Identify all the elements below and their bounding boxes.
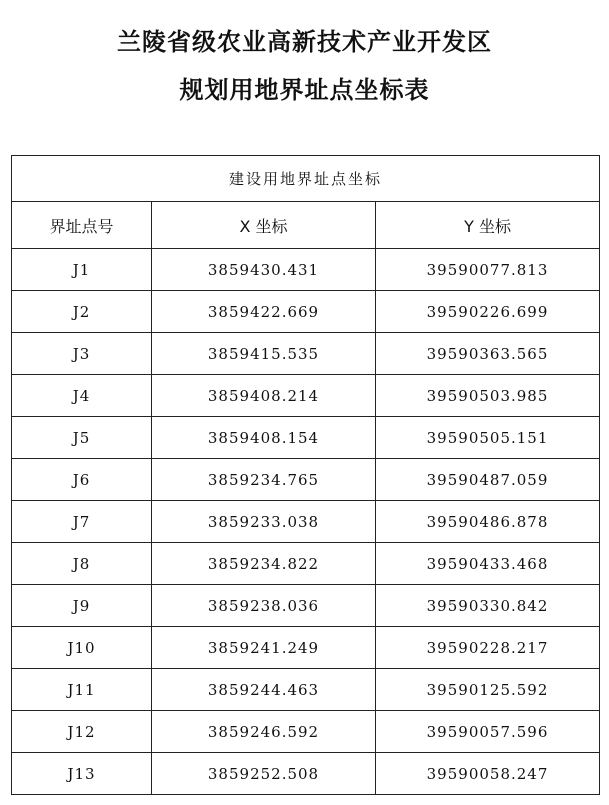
x-coordinate-cell: 3859244.463 bbox=[152, 669, 376, 711]
table-row bbox=[12, 459, 600, 501]
table-row bbox=[12, 753, 600, 795]
table-row bbox=[12, 417, 600, 459]
x-coordinate-cell: 3859233.038 bbox=[152, 501, 376, 543]
table-row bbox=[12, 249, 600, 291]
table-header-row bbox=[12, 202, 600, 249]
y-coordinate-cell: 39590330.842 bbox=[376, 585, 600, 627]
point-number-cell: J6 bbox=[12, 459, 152, 501]
y-coordinate-cell: 39590433.468 bbox=[376, 543, 600, 585]
header-y-coordinate: Y 坐标 bbox=[376, 202, 600, 249]
x-coordinate-cell: 3859238.036 bbox=[152, 585, 376, 627]
x-coordinate-cell: 3859234.822 bbox=[152, 543, 376, 585]
point-number-cell: J3 bbox=[12, 333, 152, 375]
point-number-cell: J7 bbox=[12, 501, 152, 543]
point-number-cell: J11 bbox=[12, 669, 152, 711]
table-row bbox=[12, 333, 600, 375]
table-row bbox=[12, 291, 600, 333]
x-coordinate-cell: 3859415.535 bbox=[152, 333, 376, 375]
x-coordinate-cell: 3859408.154 bbox=[152, 417, 376, 459]
x-coordinate-cell: 3859408.214 bbox=[152, 375, 376, 417]
y-coordinate-cell: 39590486.878 bbox=[376, 501, 600, 543]
y-coordinate-cell: 39590505.151 bbox=[376, 417, 600, 459]
point-number-cell: J2 bbox=[12, 291, 152, 333]
table-row bbox=[12, 711, 600, 753]
table-row bbox=[12, 585, 600, 627]
point-number-cell: J4 bbox=[12, 375, 152, 417]
point-number-cell: J8 bbox=[12, 543, 152, 585]
table-row bbox=[12, 669, 600, 711]
x-coordinate-cell: 3859430.431 bbox=[152, 249, 376, 291]
title-line-1: 兰陵省级农业高新技术产业开发区 bbox=[117, 28, 492, 56]
table-row bbox=[12, 501, 600, 543]
y-coordinate-cell: 39590228.217 bbox=[376, 627, 600, 669]
title-line-2: 规划用地界址点坐标表 bbox=[179, 76, 430, 104]
point-number-cell: J1 bbox=[12, 249, 152, 291]
point-number-cell: J5 bbox=[12, 417, 152, 459]
x-coordinate-cell: 3859422.669 bbox=[152, 291, 376, 333]
y-coordinate-cell: 39590077.813 bbox=[376, 249, 600, 291]
table-row bbox=[12, 375, 600, 417]
y-coordinate-cell: 39590057.596 bbox=[376, 711, 600, 753]
header-x-coordinate: X 坐标 bbox=[152, 202, 376, 249]
table-body bbox=[12, 249, 600, 795]
table-row bbox=[12, 543, 600, 585]
x-coordinate-cell: 3859241.249 bbox=[152, 627, 376, 669]
y-coordinate-cell: 39590125.592 bbox=[376, 669, 600, 711]
x-coordinate-cell: 3859246.592 bbox=[152, 711, 376, 753]
y-coordinate-cell: 39590503.985 bbox=[376, 375, 600, 417]
y-coordinate-cell: 39590226.699 bbox=[376, 291, 600, 333]
y-coordinate-cell: 39590058.247 bbox=[376, 753, 600, 795]
header-point-number: 界址点号 bbox=[12, 202, 152, 249]
point-number-cell: J12 bbox=[12, 711, 152, 753]
coordinate-table bbox=[11, 155, 600, 795]
table-caption-row bbox=[12, 156, 600, 202]
point-number-cell: J10 bbox=[12, 627, 152, 669]
x-coordinate-cell: 3859234.765 bbox=[152, 459, 376, 501]
y-coordinate-cell: 39590487.059 bbox=[376, 459, 600, 501]
table-row bbox=[12, 627, 600, 669]
point-number-cell: J9 bbox=[12, 585, 152, 627]
point-number-cell: J13 bbox=[12, 753, 152, 795]
table-caption: 建设用地界址点坐标 bbox=[12, 156, 600, 202]
y-coordinate-cell: 39590363.565 bbox=[376, 333, 600, 375]
document-title bbox=[0, 18, 609, 114]
x-coordinate-cell: 3859252.508 bbox=[152, 753, 376, 795]
